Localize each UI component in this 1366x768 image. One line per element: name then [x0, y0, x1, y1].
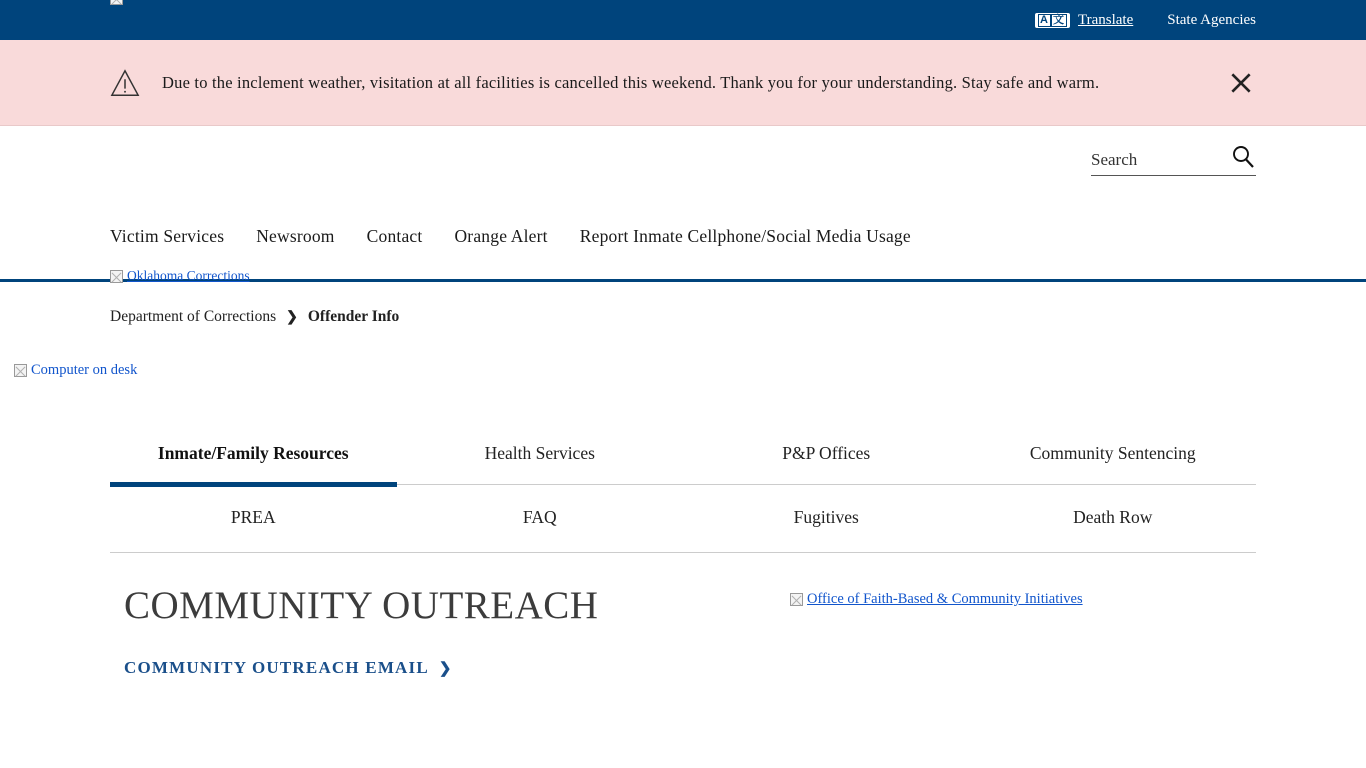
chevron-right-icon: ❯	[438, 660, 453, 677]
breadcrumb-current: Offender Info	[307, 308, 400, 325]
tab-prea[interactable]: PREA	[230, 507, 276, 527]
broken-image-icon	[110, 270, 123, 283]
community-outreach-email-link[interactable]	[124, 658, 453, 678]
tab-pp-offices[interactable]: P&P Offices	[782, 443, 871, 463]
search-icon[interactable]	[1230, 144, 1256, 170]
ok-state-logo-broken-image	[110, 0, 124, 6]
content-secondary-column	[790, 583, 1256, 678]
nav-item-orange-alert[interactable]: Orange Alert	[454, 226, 548, 246]
main-content	[0, 553, 1366, 678]
alert-banner	[0, 40, 1366, 126]
tab-faq[interactable]: FAQ	[522, 507, 557, 527]
content-primary-column	[110, 583, 750, 678]
close-icon[interactable]	[1226, 68, 1256, 98]
broken-image-icon	[110, 0, 123, 5]
state-agencies-link[interactable]: State Agencies	[1167, 11, 1256, 28]
translate-label: Translate	[1077, 11, 1134, 28]
translate-button[interactable]	[1035, 12, 1133, 29]
warning-triangle-icon	[110, 68, 140, 98]
alert-message: Due to the inclement weather, visitation at all facilities is cancelled this weekend. Thank you for your understanding. Stay safe and warm.	[162, 72, 1100, 92]
utility-bar-links	[1035, 12, 1366, 29]
tab-fugitives[interactable]: Fugitives	[793, 507, 859, 527]
tab-inmate-family-resources[interactable]: Inmate/Family Resources	[110, 425, 397, 484]
site-logo-alt-text: Oklahoma Corrections	[127, 268, 250, 283]
nav-item-report-inmate-cellphone[interactable]: Report Inmate Cellphone/Social Media Usage	[579, 226, 911, 246]
search-bar[interactable]	[1091, 144, 1256, 176]
nav-item-contact[interactable]: Contact	[366, 226, 423, 246]
site-logo-link[interactable]	[110, 268, 250, 284]
faith-based-image-alt-text: Office of Faith-Based & Community Initiatives	[807, 591, 1083, 607]
breadcrumb	[0, 282, 1366, 326]
faith-based-initiatives-broken-image-link[interactable]	[790, 591, 1256, 608]
section-tabs	[0, 425, 1366, 553]
broken-image-icon	[14, 364, 27, 377]
secondary-tab-row	[110, 485, 1256, 553]
page-title: COMMUNITY OUTREACH	[124, 584, 599, 627]
hero-broken-image	[14, 362, 1366, 379]
breadcrumb-root-link[interactable]: Department of Corrections	[110, 308, 277, 325]
main-navigation	[110, 226, 911, 247]
hero-image-alt-text: Computer on desk	[31, 362, 138, 378]
search-input[interactable]	[1091, 150, 1211, 170]
utility-bar	[0, 0, 1366, 40]
tab-health-services[interactable]: Health Services	[484, 443, 595, 463]
translate-icon: A 文	[1035, 13, 1070, 28]
primary-tab-row	[110, 425, 1256, 485]
nav-item-newsroom[interactable]: Newsroom	[256, 226, 335, 246]
nav-item-victim-services[interactable]: Victim Services	[110, 226, 225, 246]
chevron-right-icon: ❯	[286, 309, 298, 325]
broken-image-icon	[790, 593, 803, 606]
community-outreach-email-label: COMMUNITY OUTREACH EMAIL	[124, 658, 429, 677]
tab-community-sentencing[interactable]: Community Sentencing	[1029, 443, 1196, 463]
site-header	[0, 126, 1366, 282]
tab-death-row[interactable]: Death Row	[1073, 507, 1153, 527]
